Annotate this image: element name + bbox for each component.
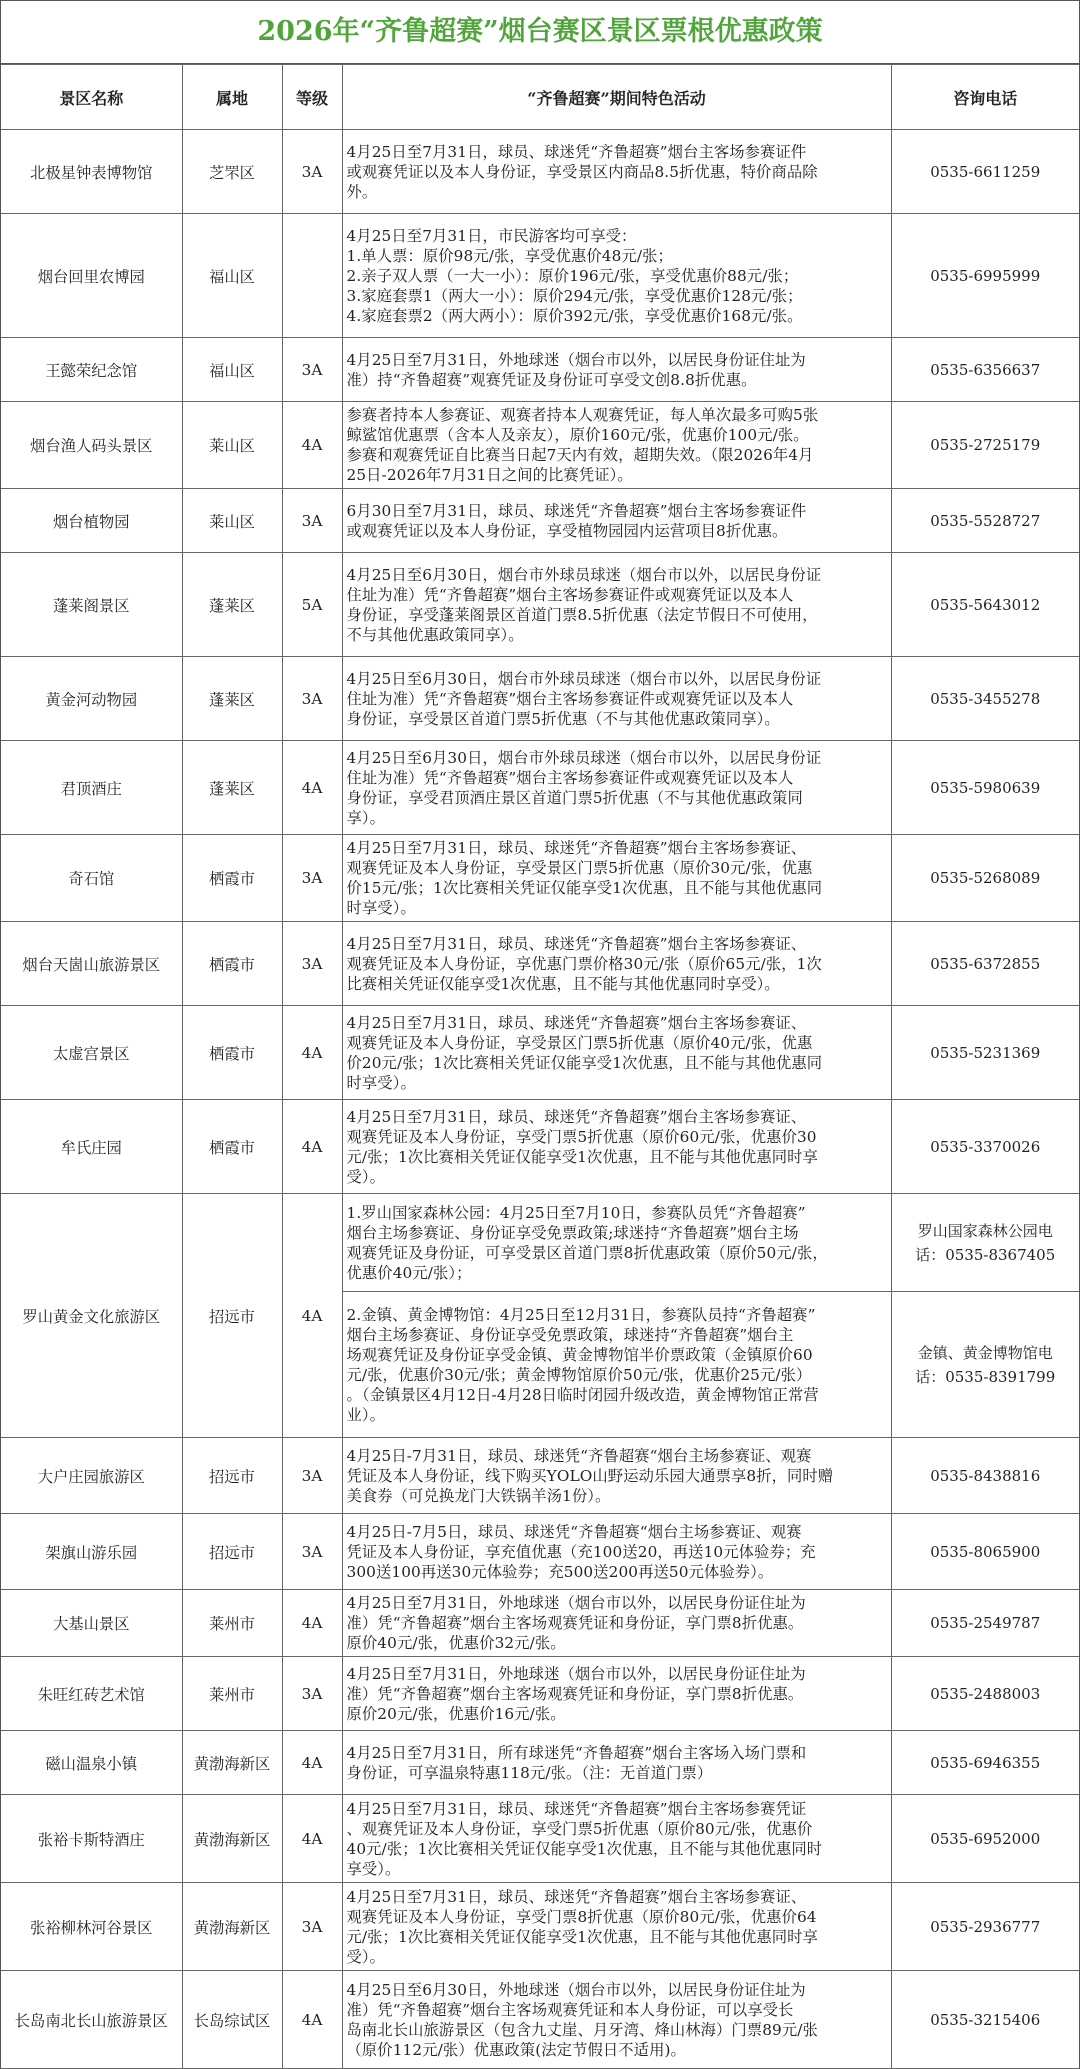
text-line: 0535-3370026 — [930, 1137, 1041, 1156]
level: 3A — [282, 1514, 342, 1590]
activity-text — [342, 741, 891, 835]
text-line: 0535-6372855 — [930, 954, 1041, 973]
level: 3A — [282, 130, 342, 214]
table-row — [1, 1590, 1079, 1657]
scenic-name: 君顶酒庄 — [1, 741, 182, 835]
text-line: 美食券（可兑换龙门大铁锅羊汤1份）。 — [346, 1486, 611, 1505]
district: 长岛综试区 — [182, 1971, 282, 2069]
text-line: 1.单人票：原价98元/张，享受优惠价48元/张； — [346, 246, 673, 265]
text-line: 观赛凭证及本人身份证，享受门票5折优惠（原价60元/张，优惠价30 — [346, 1127, 817, 1146]
text-line: 4月25日至6月30日，烟台市外球员球迷（烟台市以外，以居民身份证 — [346, 565, 822, 584]
text-line: 业）。 — [346, 1405, 386, 1424]
activity-text — [342, 338, 891, 402]
text-line: 4月25日至7月31日，所有球迷凭“齐鲁超赛”烟台主客场入场门票和 — [346, 1743, 807, 1762]
scenic-name: 长岛南北长山旅游景区 — [1, 1971, 182, 2069]
text-line: 6月30日至7月31日，球员、球迷凭“齐鲁超赛”烟台主客场参赛证件 — [346, 501, 807, 520]
text-line: 4月25日至7月31日，球员、球迷凭“齐鲁超赛”烟台主客场参赛证、 — [346, 1107, 807, 1126]
district: 黄渤海新区 — [182, 1795, 282, 1883]
phone-number — [891, 922, 1079, 1006]
district: 栖霞市 — [182, 1006, 282, 1100]
activity-text — [342, 1438, 891, 1514]
table-row — [1, 1731, 1079, 1795]
text-line: 元/张，优惠价30元/张；黄金博物馆原价50元/张，优惠价25元/张） — [346, 1365, 812, 1384]
text-line: 4月25日至7月31日，球员、球迷凭“齐鲁超赛”烟台主客场参赛证、 — [346, 934, 807, 953]
table-row — [1, 1657, 1079, 1731]
text-line: 享）。 — [346, 808, 386, 827]
scenic-name: 大户庄园旅游区 — [1, 1438, 182, 1514]
scenic-name: 牟氏庄园 — [1, 1100, 182, 1194]
text-line: 参赛和观赛凭证自比赛当日起7天内有效，超期失效。（限2026年4月 — [346, 446, 814, 464]
text-line: 观赛凭证及本人身份证，享受门票8折优惠（原价80元/张，优惠价64 — [346, 1907, 817, 1926]
level: 4A — [282, 1194, 342, 1438]
table-row — [1, 1194, 1079, 1292]
text-line: 2.亲子双人票（一大一小）：原价196元/张，享受优惠价88元/张； — [346, 266, 799, 285]
district: 莱州市 — [182, 1590, 282, 1657]
scenic-name: 奇石馆 — [1, 835, 182, 922]
district: 蓬莱区 — [182, 657, 282, 741]
text-line: 岛南北长山旅游景区（包含九丈崖、月牙湾、烽山林海）门票89元/张 — [346, 2020, 818, 2039]
table-row — [1, 553, 1079, 657]
text-line: 0535-2488003 — [930, 1684, 1041, 1703]
activity-text — [342, 1883, 891, 1971]
scenic-name: 架旗山游乐园 — [1, 1514, 182, 1590]
text-line: 观赛凭证及身份证，可享受景区首道门票8折优惠政策（原价50元/张， — [346, 1243, 828, 1262]
text-line: 0535-2549787 — [930, 1614, 1041, 1632]
phone-number — [891, 1292, 1079, 1438]
text-line: 话：0535-8367405 — [915, 1245, 1056, 1264]
header-phone: 咨询电话 — [891, 65, 1079, 130]
district: 黄渤海新区 — [182, 1731, 282, 1795]
activity-text — [342, 1657, 891, 1731]
district: 蓬莱区 — [182, 553, 282, 657]
text-line: 价15元/张；1次比赛相关凭证仅能享受1次优惠，且不能与其他优惠同 — [346, 879, 823, 897]
scenic-name: 太虚宫景区 — [1, 1006, 182, 1100]
activity-text — [342, 1971, 891, 2069]
level: 4A — [282, 402, 342, 489]
activity-text — [342, 402, 891, 489]
text-line: 准）凭“齐鲁超赛”烟台主客场观赛凭证和身份证，享门票8折优惠。 — [346, 1614, 804, 1632]
phone-number — [891, 1883, 1079, 1971]
text-line: 身份证，享受蓬莱阁景区首道门票8.5折优惠（法定节假日不可使用， — [346, 605, 818, 624]
level: 4A — [282, 1731, 342, 1795]
text-line: （原价112元/张）优惠政策(法定节假日不适用)。 — [346, 2040, 686, 2059]
table-row — [1, 835, 1079, 922]
text-line: 0535-5528727 — [930, 511, 1041, 530]
text-line: 0535-6611259 — [930, 162, 1041, 181]
text-line: 0535-6952000 — [930, 1829, 1041, 1848]
text-line: 0535-8438816 — [930, 1466, 1041, 1485]
activity-text — [342, 1514, 891, 1590]
text-line: 观赛凭证及本人身份证，享优惠门票价格30元/张（原价65元/张，1次 — [346, 954, 822, 973]
phone-number — [891, 835, 1079, 922]
district: 栖霞市 — [182, 922, 282, 1006]
activity-text — [342, 130, 891, 214]
phone-number — [891, 489, 1079, 553]
text-line: 住址为准）凭“齐鲁超赛”烟台主客场参赛证件或观赛凭证以及本人 — [346, 768, 794, 787]
scenic-name: 黄金河动物园 — [1, 657, 182, 741]
activity-text — [342, 922, 891, 1006]
level: 3A — [282, 657, 342, 741]
text-line: 4月25日-7月31日，球员、球迷凭“齐鲁超赛“烟台主场参赛证、观赛 — [346, 1446, 812, 1465]
header-level: 等级 — [282, 65, 342, 130]
phone-number — [891, 1590, 1079, 1657]
text-line: 烟台主场参赛证、身份证享受免票政策;球迷持“齐鲁超赛”烟台主场 — [346, 1223, 799, 1242]
activity-text — [342, 1292, 891, 1438]
text-line: 身份证，可享温泉特惠118元/张。（注：无首道门票） — [346, 1763, 713, 1782]
text-line: 、观赛凭证及本人身份证，享受门票5折优惠（原价80元/张，优惠价 — [346, 1819, 813, 1838]
text-line: 4月25日-7月5日，球员、球迷凭“齐鲁超赛“烟台主场参赛证、观赛 — [346, 1522, 802, 1541]
text-line: 金镇、黄金博物馆电 — [917, 1343, 1053, 1362]
text-line: 4月25日至6月30日，烟台市外球员球迷（烟台市以外，以居民身份证 — [346, 669, 822, 688]
text-line: 住址为准）凭“齐鲁超赛”烟台主客场参赛证件或观赛凭证以及本人 — [346, 585, 794, 604]
level: 4A — [282, 1590, 342, 1657]
phone-number — [891, 1438, 1079, 1514]
text-line: 参赛者持本人参赛证、观赛者持本人观赛凭证，每人单次最多可购5张 — [346, 406, 819, 424]
scenic-name: 张裕柳林河谷景区 — [1, 1883, 182, 1971]
district: 蓬莱区 — [182, 741, 282, 835]
activity-text — [342, 1006, 891, 1100]
text-line: 罗山国家森林公园电 — [917, 1221, 1053, 1240]
text-line: 不与其他优惠政策同享）。 — [346, 625, 524, 644]
text-line: 凭证及本人身份证，线下购买YOLO山野运动乐园大通票享8折，同时赠 — [346, 1466, 834, 1485]
activity-text — [342, 553, 891, 657]
text-line: 话：0535-8391799 — [915, 1367, 1056, 1386]
header-district: 属地 — [182, 65, 282, 130]
phone-number — [891, 1006, 1079, 1100]
text-line: 价20元/张；1次比赛相关凭证仅能享受1次优惠，且不能与其他优惠同 — [346, 1053, 823, 1072]
text-line: 40元/张；1次比赛相关凭证仅能享受1次优惠，且不能与其他优惠同时 — [346, 1839, 823, 1858]
text-line: 鲸鲨馆优惠票（含本人及亲友），原价160元/张，优惠价100元/张。 — [346, 426, 809, 444]
level: 3A — [282, 489, 342, 553]
scenic-name: 罗山黄金文化旅游区 — [1, 1194, 182, 1438]
text-line: 元/张；1次比赛相关凭证仅能享受1次优惠，且不能与其他优惠同时享 — [346, 1927, 818, 1946]
district: 招远市 — [182, 1194, 282, 1438]
phone-number — [891, 214, 1079, 338]
level: 3A — [282, 922, 342, 1006]
level: 4A — [282, 1006, 342, 1100]
text-line: 外。 — [346, 182, 378, 201]
text-line: 受）。 — [346, 1167, 386, 1186]
table-row — [1, 1006, 1079, 1100]
activity-text — [342, 214, 891, 338]
table-row — [1, 489, 1079, 553]
text-line: 0535-2725179 — [930, 436, 1041, 454]
scenic-name: 烟台渔人码头景区 — [1, 402, 182, 489]
scenic-name: 烟台天崮山旅游景区 — [1, 922, 182, 1006]
text-line: 25日-2026年7月31日之间的比赛凭证）。 — [346, 466, 633, 484]
text-line: 0535-5980639 — [930, 778, 1041, 797]
level — [282, 214, 342, 338]
district: 栖霞市 — [182, 835, 282, 922]
text-line: 身份证，享受景区首道门票5折优惠（不与其他优惠政策同享）。 — [346, 709, 780, 728]
text-line: 4月25日至7月31日，外地球迷（烟台市以外，以居民身份证住址为 — [346, 1664, 806, 1683]
phone-number — [891, 130, 1079, 214]
text-line: 0535-6356637 — [930, 360, 1041, 379]
level: 3A — [282, 1657, 342, 1731]
scenic-name: 张裕卡斯特酒庄 — [1, 1795, 182, 1883]
text-line: 2.金镇、黄金博物馆：4月25日至12月31日，参赛队员持“齐鲁超赛” — [346, 1305, 816, 1324]
table-row — [1, 922, 1079, 1006]
table-row — [1, 338, 1079, 402]
scenic-name: 磁山温泉小镇 — [1, 1731, 182, 1795]
phone-number — [891, 657, 1079, 741]
text-line: 准）凭“齐鲁超赛”烟台主客场观赛凭证和本人身份证，可以享受长 — [346, 2000, 794, 2019]
text-line: 准）凭“齐鲁超赛”烟台主客场观赛凭证和身份证，享门票8折优惠。 — [346, 1684, 804, 1703]
text-line: 凭证及本人身份证，享充值优惠（充100送20，再送10元体验券；充 — [346, 1542, 816, 1561]
text-line: 4月25日至7月31日，球员、球迷凭“齐鲁超赛”烟台主客场参赛证、 — [346, 1887, 807, 1906]
text-line: 或观赛凭证以及本人身份证，享受景区内商品8.5折优惠，特价商品除 — [346, 162, 818, 181]
table-row — [1, 1883, 1079, 1971]
text-line: 时享受）。 — [346, 899, 416, 917]
district: 芝罘区 — [182, 130, 282, 214]
table-row — [1, 1795, 1079, 1883]
text-line: 场观赛凭证及身份证享受金镇、黄金博物馆半价票政策（金镇原价60 — [346, 1345, 813, 1364]
text-line: 0535-6995999 — [930, 266, 1041, 285]
text-line: 4.家庭套票2（两大两小）：原价392元/张，享受优惠价168元/张。 — [346, 306, 803, 325]
text-line: 准）持“齐鲁超赛”观赛凭证及身份证可享受文创8.8折优惠。 — [346, 370, 757, 389]
activity-text — [342, 1590, 891, 1657]
phone-number — [891, 1194, 1079, 1292]
phone-number — [891, 1971, 1079, 2069]
text-line: 4月25日至7月31日，市民游客均可享受： — [346, 226, 637, 245]
text-line: 4月25日至7月31日，外地球迷（烟台市以外，以居民身份证住址为 — [346, 1594, 806, 1612]
level: 4A — [282, 1795, 342, 1883]
text-line: 300送100再送30元体验券；充500送200再送50元体验券）。 — [346, 1562, 774, 1581]
phone-number — [891, 1514, 1079, 1590]
scenic-name: 烟台植物园 — [1, 489, 182, 553]
text-line: 1.罗山国家森林公园：4月25日至7月10日，参赛队员凭“齐鲁超赛” — [346, 1203, 806, 1222]
activity-text — [342, 835, 891, 922]
page-title: 2026年“齐鲁超赛”烟台赛区景区票根优惠政策 — [1, 1, 1079, 64]
text-line: 受）。 — [346, 1947, 386, 1966]
text-line: 4月25日至6月30日，烟台市外球员球迷（烟台市以外，以居民身份证 — [346, 748, 822, 767]
table-header-row — [1, 65, 1079, 130]
text-line: 0535-5643012 — [930, 595, 1041, 614]
level: 4A — [282, 1971, 342, 2069]
table-row — [1, 1971, 1079, 2069]
phone-number — [891, 741, 1079, 835]
text-line: 0535-2936777 — [930, 1917, 1041, 1936]
phone-number — [891, 402, 1079, 489]
table-row — [1, 1438, 1079, 1514]
text-line: 身份证，享受君顶酒庄景区首道门票5折优惠（不与其他优惠政策同 — [346, 788, 803, 807]
level: 5A — [282, 553, 342, 657]
district: 福山区 — [182, 338, 282, 402]
text-line: 烟台主场参赛证、身份证享受免票政策，球迷持“齐鲁超赛”烟台主 — [346, 1325, 794, 1344]
text-line: 0535-8065900 — [930, 1542, 1041, 1561]
level: 3A — [282, 338, 342, 402]
district: 黄渤海新区 — [182, 1883, 282, 1971]
district: 莱山区 — [182, 402, 282, 489]
text-line: 。（金镇景区4月12日-4月28日临时闭园升级改造，黄金博物馆正常营 — [346, 1385, 819, 1404]
level: 3A — [282, 835, 342, 922]
text-line: 4月25日至7月31日，球员、球迷凭“齐鲁超赛”烟台主客场参赛凭证 — [346, 1799, 807, 1818]
text-line: 4月25日至7月31日，球员、球迷凭“齐鲁超赛”烟台主客场参赛证、 — [346, 839, 807, 857]
table-row — [1, 1514, 1079, 1590]
district: 栖霞市 — [182, 1100, 282, 1194]
text-line: 观赛凭证及本人身份证，享受景区门票5折优惠（原价40元/张，优惠 — [346, 1033, 813, 1052]
activity-text — [342, 1100, 891, 1194]
level: 4A — [282, 741, 342, 835]
phone-number — [891, 1657, 1079, 1731]
district: 莱州市 — [182, 1657, 282, 1731]
district: 福山区 — [182, 214, 282, 338]
text-line: 0535-3455278 — [930, 689, 1041, 708]
table-row — [1, 1100, 1079, 1194]
scenic-name: 王懿荣纪念馆 — [1, 338, 182, 402]
level: 4A — [282, 1100, 342, 1194]
text-line: 时享受）。 — [346, 1073, 416, 1092]
activity-text — [342, 657, 891, 741]
scenic-name: 大基山景区 — [1, 1590, 182, 1657]
header-scenic-name: 景区名称 — [1, 65, 182, 130]
header-activity: “齐鲁超赛”期间特色活动 — [342, 65, 891, 130]
district: 招远市 — [182, 1514, 282, 1590]
phone-number — [891, 338, 1079, 402]
phone-number — [891, 553, 1079, 657]
table-row — [1, 402, 1079, 489]
text-line: 原价20元/张，优惠价16元/张。 — [346, 1704, 566, 1723]
text-line: 元/张；1次比赛相关凭证仅能享受1次优惠，且不能与其他优惠同时享 — [346, 1147, 818, 1166]
scenic-name: 蓬莱阁景区 — [1, 553, 182, 657]
policy-table — [1, 64, 1079, 2069]
district: 招远市 — [182, 1438, 282, 1514]
phone-number — [891, 1795, 1079, 1883]
level: 3A — [282, 1438, 342, 1514]
level: 3A — [282, 1883, 342, 1971]
text-line: 享受）。 — [346, 1859, 401, 1878]
text-line: 0535-5268089 — [930, 869, 1041, 887]
text-line: 4月25日至6月30日，外地球迷（烟台市以外，以居民身份证住址为 — [346, 1980, 806, 1999]
phone-number — [891, 1731, 1079, 1795]
activity-text — [342, 1194, 891, 1292]
activity-text — [342, 1731, 891, 1795]
table-row — [1, 741, 1079, 835]
text-line: 原价40元/张，优惠价32元/张。 — [346, 1634, 566, 1652]
text-line: 0535-6946355 — [930, 1753, 1041, 1772]
text-line: 4月25日至7月31日，球员、球迷凭“齐鲁超赛”烟台主客场参赛证件 — [346, 142, 807, 161]
text-line: 比赛相关凭证仅能享受1次优惠，且不能与其他优惠同时享受）。 — [346, 974, 780, 993]
text-line: 4月25日至7月31日，外地球迷（烟台市以外，以居民身份证住址为 — [346, 350, 806, 369]
text-line: 住址为准）凭“齐鲁超赛”烟台主客场参赛证件或观赛凭证以及本人 — [346, 689, 794, 708]
activity-text — [342, 489, 891, 553]
text-line: 优惠价40元/张）； — [346, 1263, 472, 1282]
text-line: 或观赛凭证以及本人身份证，享受植物园园内运营项目8折优惠。 — [346, 521, 788, 540]
text-line: 4月25日至7月31日，球员、球迷凭“齐鲁超赛”烟台主客场参赛证、 — [346, 1013, 807, 1032]
phone-number — [891, 1100, 1079, 1194]
text-line: 0535-3215406 — [930, 2010, 1041, 2029]
table-row — [1, 214, 1079, 338]
district: 莱山区 — [182, 489, 282, 553]
text-line: 0535-5231369 — [930, 1043, 1041, 1062]
table-row — [1, 130, 1079, 214]
activity-text — [342, 1795, 891, 1883]
scenic-name: 北极星钟表博物馆 — [1, 130, 182, 214]
text-line: 观赛凭证及本人身份证，享受景区门票5折优惠（原价30元/张，优惠 — [346, 859, 813, 877]
text-line: 3.家庭套票1（两大一小）：原价294元/张，享受优惠价128元/张； — [346, 286, 803, 305]
scenic-name: 朱旺红砖艺术馆 — [1, 1657, 182, 1731]
table-row — [1, 657, 1079, 741]
table-body — [1, 130, 1079, 2069]
scenic-name: 烟台回里农博园 — [1, 214, 182, 338]
